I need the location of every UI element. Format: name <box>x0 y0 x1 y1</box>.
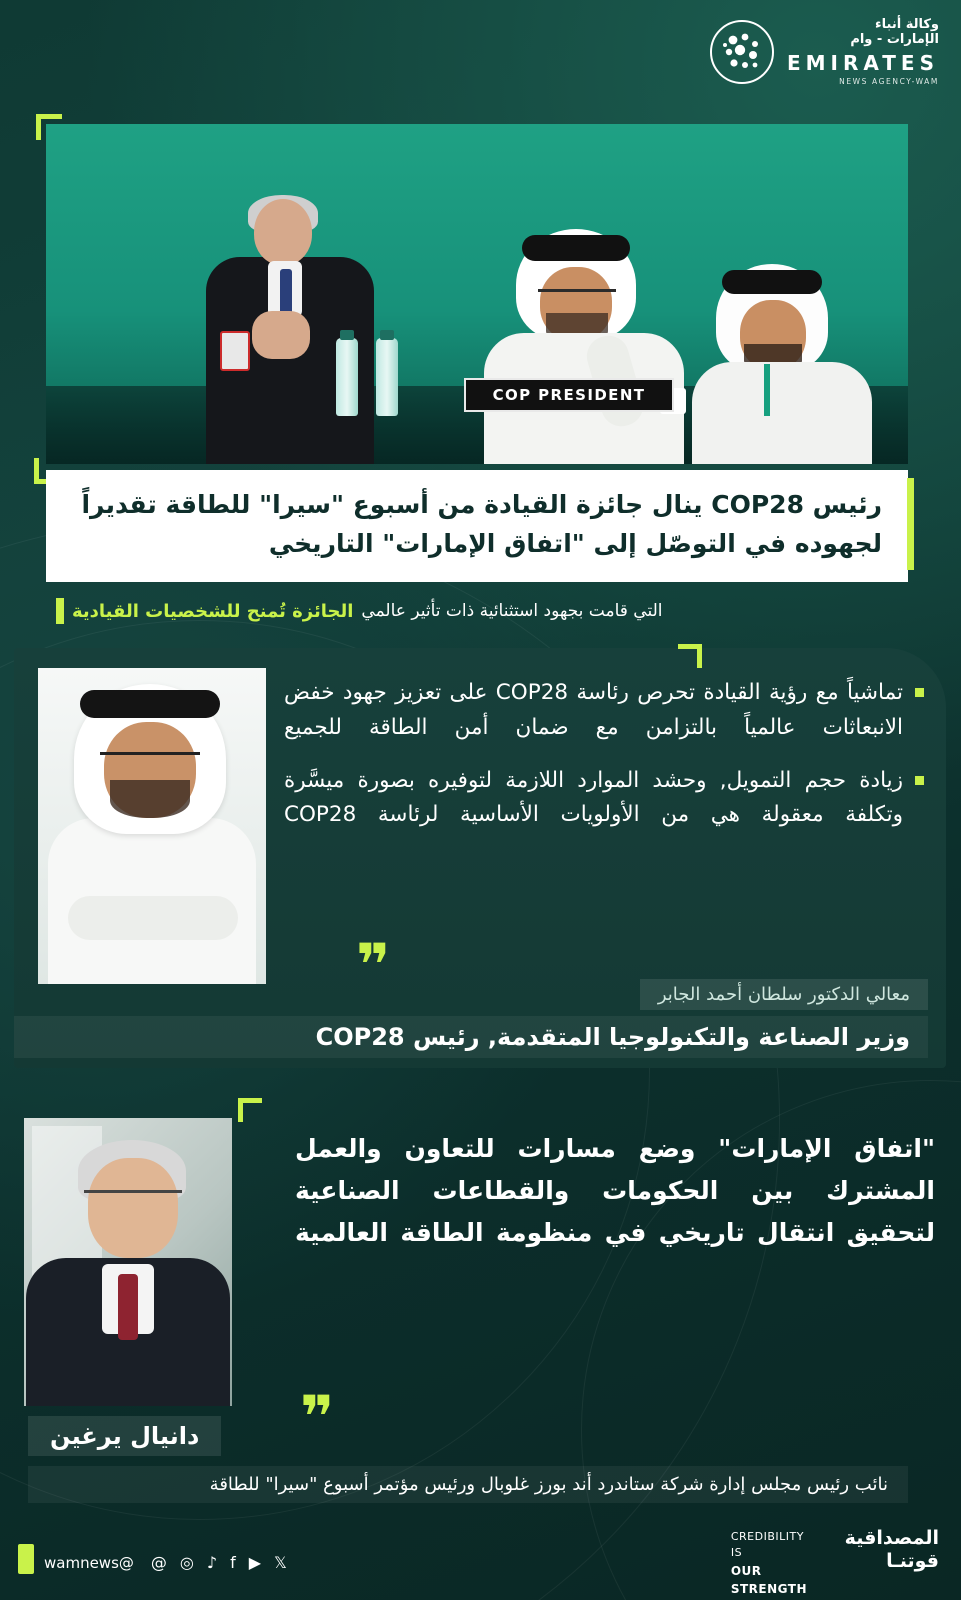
person-applauding <box>196 199 386 464</box>
bullet-text: تماشياً مع رؤية القيادة تحرص رئاسة COP28 على تعزيز جهود خفض الانبعاثات عالمياً بالتزامن مع ضمان أمن الطاقة للجميع <box>284 680 903 740</box>
tagline-arabic-line1: المصداقية <box>844 1526 939 1549</box>
quote-card-yergin <box>0 1092 961 1512</box>
subheadline <box>46 592 908 630</box>
social-links[interactable] <box>44 1554 287 1572</box>
quote-mark-icon: ❞ <box>355 931 386 999</box>
water-bottle <box>376 338 398 416</box>
x-icon[interactable]: 𝕏 <box>274 1553 287 1572</box>
hero-section <box>42 118 920 622</box>
speaker-name: دانيال يرغين <box>28 1416 221 1456</box>
person-delegate <box>686 264 876 464</box>
threads-icon[interactable]: @ <box>150 1553 167 1572</box>
bullet-text: زيادة حجم التمويل, وحشد الموارد اللازمة لتوفيره بصورة ميسَّرة وتكلفة معقولة هي من الأولويات الأساسية لرئاسة COP28 <box>284 767 903 828</box>
tagline-english-line2: OUR STRENGTH <box>730 1563 807 1596</box>
subheadline-highlight: الجائزة تُمنح للشخصيات القيادية <box>72 600 354 622</box>
quote-card-jaber <box>14 648 946 1068</box>
footer <box>0 1514 961 1600</box>
nameplate <box>464 378 674 412</box>
bullet-dot-icon <box>915 688 924 697</box>
social-handle[interactable]: @wamnews <box>44 1554 134 1572</box>
tagline-english-line1: CREDIBILITY IS <box>730 1529 804 1559</box>
tiktok-icon[interactable]: ♪ <box>206 1553 218 1572</box>
bullet-list <box>284 676 924 851</box>
person-cop-president <box>476 229 691 464</box>
portrait-sultan-al-jaber <box>38 668 266 984</box>
logo-english: EMIRATES <box>786 50 939 75</box>
subheadline-rest: التي قامت بجهود استثنائية ذات تأثير عالمي <box>361 601 663 621</box>
instagram-icon[interactable]: ◎ <box>179 1553 194 1572</box>
nameplate-label: COP PRESIDENT <box>492 386 646 404</box>
hero-photo <box>46 124 908 464</box>
tagline-arabic-line2: قوتنـا <box>886 1550 939 1573</box>
corner-accent-icon <box>678 644 702 668</box>
portrait-daniel-yergin <box>24 1118 232 1406</box>
accent-bar <box>18 1544 34 1574</box>
logo-arabic-line2: الإمارات - وام <box>850 31 939 47</box>
wam-logo <box>709 18 939 87</box>
tagline <box>730 1526 939 1596</box>
speaker-role: نائب رئيس مجلس إدارة شركة ستاندرد أند بورز غلوبال ورئيس مؤتمر أسبوع "سيرا" للطاقة <box>28 1466 908 1503</box>
logo-arabic-line1: وكالة أنباء <box>875 17 939 32</box>
list-item <box>284 676 924 746</box>
quote-mark-icon: ❞ <box>300 1383 331 1451</box>
speaker-name: معالي الدكتور سلطان أحمد الجابر <box>640 979 928 1010</box>
youtube-icon[interactable]: ▶ <box>248 1553 262 1572</box>
attribution-block <box>14 979 946 1058</box>
bullet-dot-icon <box>915 776 924 785</box>
water-bottle <box>336 338 358 416</box>
quote-text-block <box>295 1128 935 1254</box>
facebook-icon[interactable]: f <box>230 1553 236 1572</box>
globe-icon <box>709 19 775 85</box>
header <box>0 0 961 104</box>
corner-accent-icon <box>238 1098 262 1122</box>
tagline-english <box>731 1529 807 1599</box>
accent-bar <box>907 478 914 570</box>
logo-text <box>787 18 939 87</box>
headline-text: رئيس COP28 ينال جائزة القيادة من أسبوع "سيرا" للطاقة تقديراً لجهوده في التوصّل إلى "اتفاق الإمارات" التاريخي <box>81 490 882 558</box>
list-item <box>284 764 924 834</box>
speaker-role: وزير الصناعة والتكنولوجيا المتقدمة, رئيس COP28 <box>14 1016 928 1058</box>
accent-tick-icon <box>56 598 64 624</box>
logo-subtitle: NEWS AGENCY-WAM <box>839 76 939 86</box>
headline-block <box>46 470 908 582</box>
quote-text: "اتفاق الإمارات" وضع مسارات للتعاون والعمل المشترك بين الحكومات والقطاعات الصناعية لتحقيق انتقال تاريخي في منظومة الطاقة العالمية <box>295 1134 935 1247</box>
